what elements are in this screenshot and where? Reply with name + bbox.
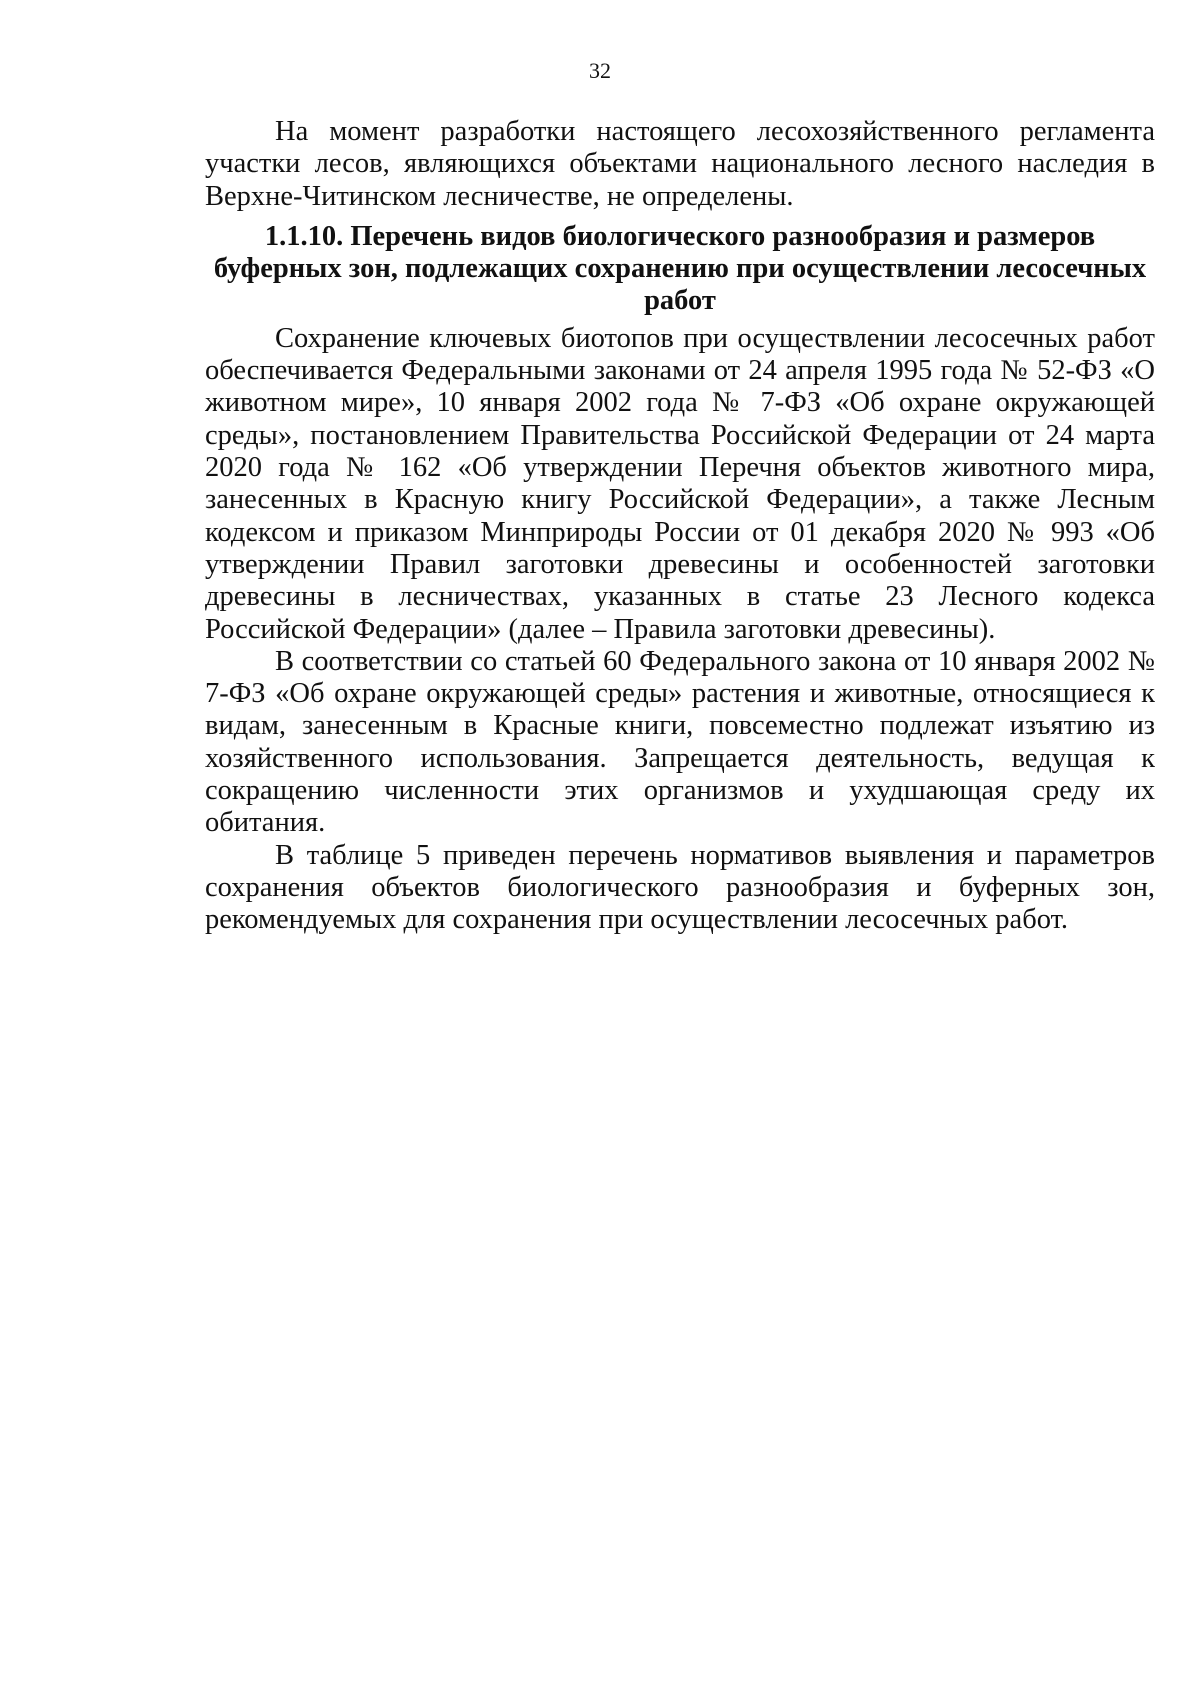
body-paragraph-3: В таблице 5 приведен перечень нормативов выявления и параметров сохранения объектов биологического разнообразия и буферных зон, рекомендуемых для сохранения при осуществлении лесосечных работ. [205, 839, 1155, 936]
section-heading: 1.1.10. Перечень видов биологического разнообразия и размеров буферных зон, подлежащих сохранению при осуществлении лесосечных работ [213, 220, 1147, 316]
body-paragraph-1: Сохранение ключевых биотопов при осуществлении лесосечных работ обеспечивается Федеральными законами от 24 апреля 1995 года № 52-ФЗ «О животном мире», 10 января 2002 года № 7-ФЗ «Об охране окружающей среды», постановлением Правительства Российской Федерации от 24 марта 2020 года № 162 «Об утверждении Перечня объектов животного мира, занесенных в Красную книгу Российской Федерации», а также Лесным кодексом и приказом Минприроды России от 01 декабря 2020 № 993 «Об утверждении Правил заготовки древесины и особенностей заготовки древесины в лесничествах, указанных в статье 23 Лесного кодекса Российской Федерации» (далее – Правила заготовки древесины). [205, 322, 1155, 645]
intro-paragraph: На момент разработки настоящего лесохозяйственного регламента участки лесов, являющихся объектами национального лесного наследия в Верхне-Читинском лесничестве, не определены. [205, 116, 1155, 212]
page-number: 32 [589, 58, 611, 83]
page-content [205, 116, 1155, 937]
body-paragraph-2: В соответствии со статьей 60 Федерального закона от 10 января 2002 № 7-ФЗ «Об охране окружающей среды» растения и животные, относящиеся к видам, занесенным в Красные книги, повсеместно подлежат изъятию из хозяйственного использования. Запрещается деятельность, ведущая к сокращению численности этих организмов и ухудшающая среду их обитания. [205, 645, 1155, 839]
